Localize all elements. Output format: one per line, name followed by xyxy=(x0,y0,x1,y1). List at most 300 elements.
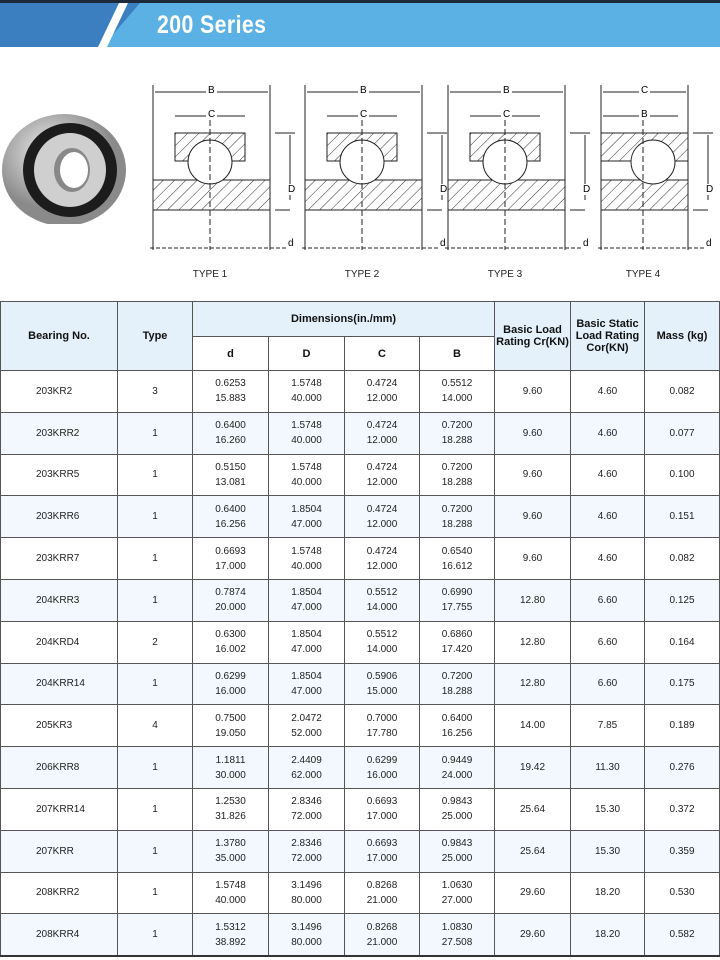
cor-cell xyxy=(571,914,645,956)
value: 0.125 xyxy=(669,594,695,606)
value: 1.0830 xyxy=(441,921,473,933)
dimension-label: C xyxy=(360,109,368,120)
value: 0.6299 xyxy=(215,670,246,682)
cor-cell xyxy=(571,371,645,413)
d-cell xyxy=(193,538,269,580)
type-label: TYPE 3 xyxy=(487,269,523,280)
value: 21.000 xyxy=(366,894,398,906)
type-cell xyxy=(118,705,193,747)
value: 0.6400 xyxy=(215,420,246,432)
value: 18.20 xyxy=(594,887,621,899)
value: 1.0630 xyxy=(441,879,473,891)
value: 25.000 xyxy=(441,853,473,865)
value: 4.60 xyxy=(597,469,618,481)
value: 0.6990 xyxy=(441,587,473,599)
table-row xyxy=(1,496,720,538)
type-label: TYPE 2 xyxy=(344,269,380,280)
table-row xyxy=(1,538,720,580)
value: 40.000 xyxy=(215,894,246,906)
mass-cell xyxy=(645,663,720,705)
value: 40.000 xyxy=(291,393,322,405)
value: 0.530 xyxy=(669,887,695,899)
value: 9.60 xyxy=(522,385,543,397)
value: 40.000 xyxy=(291,560,322,572)
dimension-label: D xyxy=(440,184,448,195)
dimension-label: B xyxy=(641,109,648,120)
bearing-spec-table xyxy=(0,301,720,957)
value: 4.60 xyxy=(597,385,618,397)
value: 18.20 xyxy=(594,929,621,940)
value: 0.6693 xyxy=(215,545,246,557)
C-cell xyxy=(345,663,420,705)
table-row xyxy=(1,705,720,747)
value: 18.288 xyxy=(441,435,473,447)
mass-cell xyxy=(645,496,720,538)
value: 11.30 xyxy=(595,762,620,774)
cor-cell xyxy=(571,412,645,454)
table-row xyxy=(1,371,720,413)
value: 0.6540 xyxy=(441,545,473,557)
value: 2 xyxy=(152,636,158,648)
D-cell xyxy=(269,830,345,872)
dimension-label: d xyxy=(440,238,446,249)
value: 4.60 xyxy=(597,427,618,439)
bearing-type-2-diagram xyxy=(302,80,452,270)
header-bearing-no: Bearing No. xyxy=(1,302,118,371)
B-cell xyxy=(420,371,495,413)
value: 9.60 xyxy=(522,427,543,439)
value: 14.000 xyxy=(366,644,398,656)
value: 0.077 xyxy=(669,427,695,439)
value: 19.050 xyxy=(215,727,246,739)
d-cell xyxy=(193,412,269,454)
value: 15.30 xyxy=(594,845,621,857)
value: 207KRR xyxy=(36,845,74,857)
value: 0.151 xyxy=(669,511,695,523)
cor-cell xyxy=(571,705,645,747)
value: 0.189 xyxy=(669,720,695,732)
dimension-label: C xyxy=(503,109,511,120)
cor-cell xyxy=(571,454,645,496)
table-row xyxy=(1,621,720,663)
value: 19.42 xyxy=(519,762,546,774)
value: 17.780 xyxy=(366,727,398,739)
d-cell xyxy=(193,830,269,872)
value: 16.256 xyxy=(441,727,473,739)
value: 80.000 xyxy=(291,894,322,906)
cr-cell xyxy=(495,538,571,580)
B-cell xyxy=(420,914,495,956)
D-cell xyxy=(269,747,345,789)
bearing-no-cell xyxy=(1,914,118,956)
value: 1 xyxy=(152,803,158,815)
value: 4.60 xyxy=(597,511,618,523)
value: 80.000 xyxy=(291,936,322,948)
cr-cell xyxy=(495,579,571,621)
d-cell xyxy=(193,872,269,914)
cr-cell xyxy=(495,830,571,872)
cr-cell xyxy=(495,747,571,789)
type-cell xyxy=(118,579,193,621)
dimension-label: B xyxy=(503,85,510,96)
table-row xyxy=(1,579,720,621)
value: 72.000 xyxy=(291,853,322,865)
value: 3.1496 xyxy=(291,879,322,891)
value: 15.883 xyxy=(215,393,246,405)
cr-cell xyxy=(495,872,571,914)
B-cell xyxy=(420,454,495,496)
value: 1 xyxy=(152,427,158,439)
value: 205KR3 xyxy=(36,720,73,732)
cor-cell xyxy=(571,663,645,705)
value: 4.60 xyxy=(597,553,618,565)
value: 0.6253 xyxy=(215,378,246,390)
value: 16.000 xyxy=(215,685,246,697)
value: 0.9449 xyxy=(441,754,473,766)
value: 1.5748 xyxy=(291,420,322,432)
d-cell xyxy=(193,747,269,789)
value: 2.8346 xyxy=(291,838,322,850)
value: 12.000 xyxy=(366,518,398,530)
C-cell xyxy=(345,454,420,496)
dimension-label: B xyxy=(360,85,367,96)
value: 0.7200 xyxy=(441,670,473,682)
C-cell xyxy=(345,705,420,747)
value: 2.0472 xyxy=(291,712,322,724)
value: 9.60 xyxy=(522,511,543,523)
mass-cell xyxy=(645,705,720,747)
value: 0.7200 xyxy=(441,461,473,473)
value: 0.9843 xyxy=(441,838,473,850)
mass-cell xyxy=(645,830,720,872)
D-cell xyxy=(269,371,345,413)
mass-cell xyxy=(645,621,720,663)
bearing-no-cell xyxy=(1,705,118,747)
mass-cell xyxy=(645,747,720,789)
d-cell xyxy=(193,621,269,663)
value: 16.612 xyxy=(441,560,473,572)
value: 15.000 xyxy=(366,685,398,697)
B-cell xyxy=(420,621,495,663)
value: 14.000 xyxy=(366,602,398,614)
value: 0.4724 xyxy=(366,378,398,390)
value: 29.60 xyxy=(519,929,546,940)
value: 0.5150 xyxy=(215,461,246,473)
B-cell xyxy=(420,579,495,621)
d-cell xyxy=(193,579,269,621)
value: 1.3780 xyxy=(215,838,246,850)
B-cell xyxy=(420,872,495,914)
value: 0.5906 xyxy=(366,670,398,682)
bearing-photo xyxy=(2,112,130,224)
cor-cell xyxy=(571,579,645,621)
header-banner xyxy=(0,0,720,47)
B-cell xyxy=(420,538,495,580)
C-cell xyxy=(345,496,420,538)
type-label: TYPE 4 xyxy=(625,269,661,280)
header-D-outer: D xyxy=(269,337,345,371)
value: 0.276 xyxy=(669,762,695,774)
value: 1 xyxy=(152,553,158,565)
mass-cell xyxy=(645,371,720,413)
D-cell xyxy=(269,705,345,747)
header-cr: Basic Load Rating Cr(KN) xyxy=(495,302,571,371)
value: 0.7000 xyxy=(366,712,398,724)
bearing-no-cell xyxy=(1,747,118,789)
cr-cell xyxy=(495,496,571,538)
D-cell xyxy=(269,914,345,956)
table-row xyxy=(1,747,720,789)
mass-cell xyxy=(645,454,720,496)
value: 17.000 xyxy=(366,811,398,823)
value: 38.892 xyxy=(215,936,246,948)
value: 3.1496 xyxy=(291,921,322,933)
value: 0.4724 xyxy=(366,503,398,515)
cr-cell xyxy=(495,371,571,413)
value: 27.000 xyxy=(441,894,473,906)
bearing-type-4-diagram xyxy=(598,80,720,270)
value: 3 xyxy=(152,385,158,397)
value: 14.000 xyxy=(441,393,473,405)
value: 1 xyxy=(152,887,158,899)
value: 1.8504 xyxy=(291,670,322,682)
value: 0.6693 xyxy=(366,838,398,850)
dimension-label: D xyxy=(288,184,296,195)
B-cell xyxy=(420,412,495,454)
D-cell xyxy=(269,454,345,496)
B-cell xyxy=(420,788,495,830)
cr-cell xyxy=(495,663,571,705)
value: 204KRR3 xyxy=(36,594,80,606)
table-row xyxy=(1,914,720,956)
table-row xyxy=(1,412,720,454)
value: 17.000 xyxy=(215,560,246,572)
value: 15.30 xyxy=(594,803,621,815)
value: 0.372 xyxy=(669,803,695,815)
C-cell xyxy=(345,412,420,454)
value: 0.5512 xyxy=(441,378,473,390)
B-cell xyxy=(420,747,495,789)
value: 207KRR14 xyxy=(36,803,85,815)
cr-cell xyxy=(495,914,571,956)
B-cell xyxy=(420,705,495,747)
value: 1.5748 xyxy=(215,879,246,891)
cor-cell xyxy=(571,830,645,872)
header-d-inner: d xyxy=(193,337,269,371)
cr-cell xyxy=(495,454,571,496)
cr-cell xyxy=(495,621,571,663)
value: 24.000 xyxy=(441,769,473,781)
bearing-no-cell xyxy=(1,663,118,705)
value: 9.60 xyxy=(522,553,543,565)
value: 1.8504 xyxy=(291,629,322,641)
value: 204KRR14 xyxy=(36,678,85,690)
d-cell xyxy=(193,371,269,413)
value: 12.80 xyxy=(519,594,546,606)
value: 208KRR2 xyxy=(36,887,80,899)
bearing-no-cell xyxy=(1,538,118,580)
header-C: C xyxy=(345,337,420,371)
d-cell xyxy=(193,914,269,956)
type-cell xyxy=(118,788,193,830)
type-cell xyxy=(118,914,193,956)
dimension-label: C xyxy=(641,85,649,96)
value: 0.7874 xyxy=(215,587,246,599)
value: 1 xyxy=(152,678,158,690)
value: 0.8268 xyxy=(366,921,398,933)
C-cell xyxy=(345,747,420,789)
value: 16.256 xyxy=(215,518,246,530)
value: 203KRR6 xyxy=(36,511,80,523)
value: 17.000 xyxy=(366,853,398,865)
D-cell xyxy=(269,496,345,538)
cr-cell xyxy=(495,412,571,454)
C-cell xyxy=(345,788,420,830)
value: 0.4724 xyxy=(366,420,398,432)
value: 4 xyxy=(152,720,158,732)
value: 1 xyxy=(152,929,158,940)
value: 62.000 xyxy=(291,769,322,781)
bearing-no-cell xyxy=(1,371,118,413)
value: 27.508 xyxy=(441,936,473,948)
value: 16.260 xyxy=(215,435,246,447)
bearing-no-cell xyxy=(1,872,118,914)
value: 1 xyxy=(152,511,158,523)
B-cell xyxy=(420,663,495,705)
C-cell xyxy=(345,621,420,663)
header-B: B xyxy=(420,337,495,371)
type-cell xyxy=(118,747,193,789)
C-cell xyxy=(345,538,420,580)
value: 6.60 xyxy=(597,678,618,690)
value: 0.6693 xyxy=(366,796,398,808)
cor-cell xyxy=(571,788,645,830)
table-row xyxy=(1,872,720,914)
mass-cell xyxy=(645,579,720,621)
value: 0.100 xyxy=(669,469,695,481)
value: 0.6400 xyxy=(215,503,246,515)
value: 0.359 xyxy=(669,845,695,857)
d-cell xyxy=(193,496,269,538)
value: 31.826 xyxy=(215,811,246,823)
type-cell xyxy=(118,872,193,914)
value: 1.2530 xyxy=(215,796,246,808)
value: 6.60 xyxy=(597,636,618,648)
type-cell xyxy=(118,371,193,413)
value: 203KRR2 xyxy=(36,427,80,439)
value: 0.175 xyxy=(669,678,695,690)
value: 12.000 xyxy=(366,476,398,488)
header-cor: Basic Static Load Rating Cor(KN) xyxy=(571,302,645,371)
value: 1.1811 xyxy=(215,754,246,766)
table-row xyxy=(1,663,720,705)
value: 2.8346 xyxy=(291,796,322,808)
dimension-label: D xyxy=(706,184,714,195)
table-row xyxy=(1,788,720,830)
value: 0.082 xyxy=(669,385,695,397)
value: 208KRR4 xyxy=(36,929,80,940)
value: 0.582 xyxy=(669,929,695,940)
type-label: TYPE 1 xyxy=(192,269,228,280)
value: 0.164 xyxy=(669,636,695,648)
type-cell xyxy=(118,538,193,580)
value: 7.85 xyxy=(597,720,618,732)
value: 40.000 xyxy=(291,435,322,447)
value: 0.6299 xyxy=(366,754,398,766)
value: 21.000 xyxy=(366,936,398,948)
value: 203KRR5 xyxy=(36,469,80,481)
B-cell xyxy=(420,830,495,872)
dimension-label: C xyxy=(208,109,216,120)
value: 206KRR8 xyxy=(36,762,80,774)
bearing-no-cell xyxy=(1,830,118,872)
value: 1 xyxy=(152,594,158,606)
dimension-label: d xyxy=(288,238,294,249)
bearing-no-cell xyxy=(1,454,118,496)
d-cell xyxy=(193,454,269,496)
mass-cell xyxy=(645,412,720,454)
value: 30.000 xyxy=(215,769,246,781)
value: 25.64 xyxy=(519,845,546,857)
bearing-no-cell xyxy=(1,496,118,538)
type-cell xyxy=(118,663,193,705)
value: 1.5748 xyxy=(291,545,322,557)
value: 40.000 xyxy=(291,476,322,488)
value: 17.420 xyxy=(441,644,473,656)
type-cell xyxy=(118,830,193,872)
value: 1 xyxy=(152,845,158,857)
value: 17.755 xyxy=(441,602,473,614)
bearing-no-cell xyxy=(1,621,118,663)
type-cell xyxy=(118,621,193,663)
value: 203KRR7 xyxy=(36,553,80,565)
bearing-type-3-diagram xyxy=(445,80,595,270)
dimension-label: d xyxy=(706,238,712,249)
type-cell xyxy=(118,454,193,496)
header-mass: Mass (kg) xyxy=(645,302,720,371)
value: 18.288 xyxy=(441,518,473,530)
C-cell xyxy=(345,830,420,872)
value: 12.80 xyxy=(519,678,546,690)
value: 0.7200 xyxy=(441,420,473,432)
D-cell xyxy=(269,621,345,663)
value: 0.7500 xyxy=(215,712,246,724)
value: 25.64 xyxy=(519,803,546,815)
C-cell xyxy=(345,914,420,956)
mass-cell xyxy=(645,872,720,914)
header-type: Type xyxy=(118,302,193,371)
D-cell xyxy=(269,412,345,454)
table-row xyxy=(1,830,720,872)
D-cell xyxy=(269,579,345,621)
value: 16.000 xyxy=(366,769,398,781)
dimension-label: D xyxy=(583,184,591,195)
table-row xyxy=(1,454,720,496)
C-cell xyxy=(345,579,420,621)
bearing-type-1-diagram xyxy=(150,80,300,270)
value: 0.4724 xyxy=(366,461,398,473)
C-cell xyxy=(345,371,420,413)
value: 1.5312 xyxy=(215,921,246,933)
value: 35.000 xyxy=(215,853,246,865)
cor-cell xyxy=(571,872,645,914)
value: 18.288 xyxy=(441,685,473,697)
mass-cell xyxy=(645,538,720,580)
value: 9.60 xyxy=(522,469,543,481)
value: 0.4724 xyxy=(366,545,398,557)
value: 16.002 xyxy=(215,644,246,656)
D-cell xyxy=(269,872,345,914)
